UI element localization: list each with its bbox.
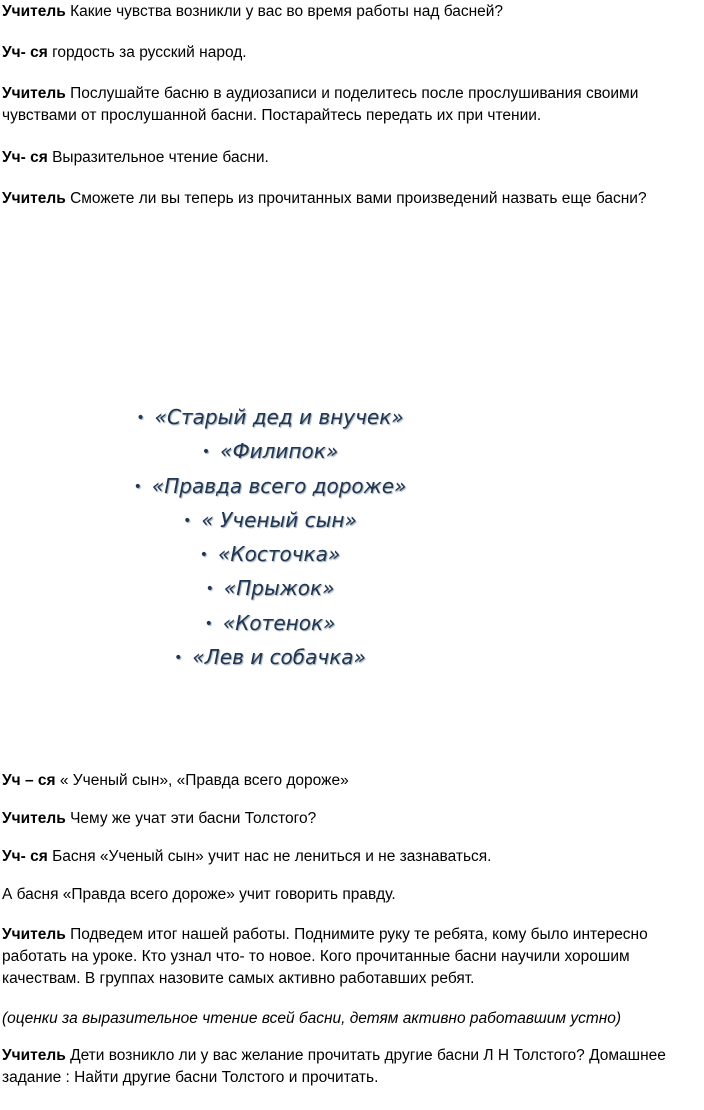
fable-item: [0, 434, 540, 468]
line-text: Дети возникло ли у вас желание прочитать другие басни Л Н Толстого? Домашнее задание : Найти другие басни Толстого и прочитать.: [2, 1047, 666, 1086]
speaker-label: Уч- ся: [2, 149, 48, 166]
dialogue-line-teacher-audio: [2, 83, 700, 127]
fable-item: [0, 503, 540, 537]
dialogue-line-teacher-lesson: [2, 808, 700, 830]
line-text: Послушайте басню в аудиозаписи и поделитесь после прослушивания своими чувствами от прослушанной басни. Постарайтесь передать их при чтении.: [2, 85, 639, 124]
fable-title: «Лев и собачка»: [192, 645, 366, 670]
dialogue-line-teacher-summary: [2, 924, 700, 990]
line-text: Чему же учат эти басни Толстого?: [65, 810, 317, 827]
line-text: Какие чувства возникли у вас во время работы над басней?: [65, 3, 504, 20]
dialogue-line-truth-moral: [2, 884, 700, 906]
speaker-label: Учитель: [2, 85, 66, 102]
fable-item: [0, 606, 540, 640]
bullet-icon: •: [133, 478, 142, 495]
speaker-label: Учитель: [2, 926, 66, 943]
dialogue-line-student-moral: [2, 846, 700, 868]
line-text: Басня «Ученый сын» учит нас не лениться и не зазнаваться.: [47, 848, 492, 865]
speaker-label: Уч – ся: [2, 772, 56, 789]
fable-title: «Филипок»: [220, 439, 339, 464]
dialogue-line-teacher-feelings: [2, 1, 700, 23]
fable-item: [0, 400, 540, 434]
line-text: Выразительное чтение басни.: [47, 149, 269, 166]
bullet-icon: •: [183, 512, 192, 529]
line-text: гордость за русский народ.: [47, 44, 247, 61]
fable-title: «Косточка»: [218, 542, 341, 567]
speaker-label: Уч- ся: [2, 848, 48, 865]
line-text: « Ученый сын», «Правда всего дороже»: [55, 772, 349, 789]
fable-item: [0, 469, 540, 503]
speaker-label: Учитель: [2, 190, 66, 207]
fable-list: [0, 400, 540, 674]
speaker-label: Учитель: [2, 3, 66, 20]
fable-title: «Старый дед и внучек»: [154, 405, 404, 429]
dialogue-line-homework: [2, 1045, 700, 1089]
bullet-icon: •: [174, 650, 183, 667]
fable-item: [0, 537, 540, 571]
bullet-icon: •: [201, 444, 211, 461]
speaker-label: Учитель: [2, 1047, 66, 1064]
fable-title: « Ученый сын»: [201, 507, 357, 532]
fable-item: [0, 640, 540, 674]
line-text: А басня «Правда всего дороже» учит говорить правду.: [2, 886, 396, 903]
dialogue-line-student-reading: [2, 147, 700, 169]
dialogue-line-student-pride: [2, 42, 700, 64]
bullet-icon: •: [204, 615, 213, 632]
dialogue-line-grading-note: [2, 1008, 700, 1030]
fable-title: «Котенок»: [222, 610, 336, 635]
bullet-icon: •: [136, 410, 145, 426]
bullet-icon: •: [205, 581, 214, 598]
fable-title: «Правда всего дороже»: [151, 473, 407, 498]
bullet-icon: •: [199, 547, 209, 564]
line-text: (оценки за выразительное чтение всей басни, детям активно работавшим устно): [2, 1010, 622, 1027]
dialogue-line-student-answer: [2, 770, 700, 792]
fable-title: «Прыжок»: [223, 576, 335, 601]
speaker-label: Учитель: [2, 810, 66, 827]
speaker-label: Уч- ся: [2, 44, 48, 61]
dialogue-line-teacher-question: [2, 188, 700, 210]
fable-item: [0, 571, 540, 605]
line-text: Сможете ли вы теперь из прочитанных вами произведений назвать еще басни?: [65, 190, 647, 207]
line-text: Подведем итог нашей работы. Поднимите руку те ребята, кому было интересно работать на уроке. Кто узнал что- то новое. Кого прочитанные басни научили хорошим качествам. В группах назовите самых активно работавших ребят.: [2, 926, 648, 987]
